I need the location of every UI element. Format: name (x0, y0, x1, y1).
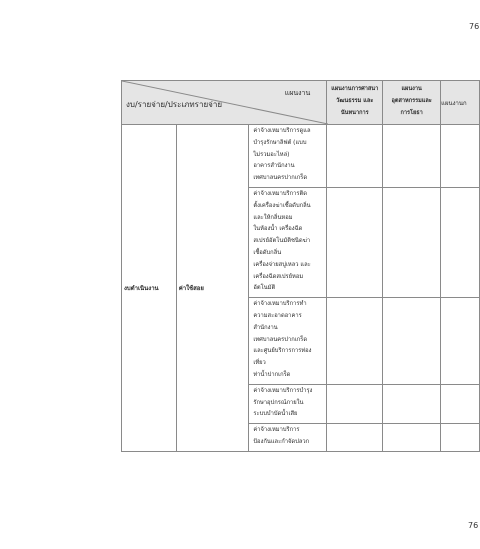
header-line: อุตสาหกรรมและ (391, 98, 432, 104)
amount-cell (441, 384, 480, 423)
item-line: บำรุงรักษาลิฟต์ (แบบ (253, 139, 307, 146)
item-line: เที่ยว (253, 360, 266, 367)
header-line: วัฒนธรรม และ (336, 98, 374, 104)
item-line: เทศบาลนครปากเกร็ด (253, 175, 308, 182)
amount-cell (383, 125, 441, 188)
budget-category-cell: งบดำเนินงาน (122, 125, 177, 452)
item-line: ป้องกันและกำจัดปลวก (253, 438, 310, 445)
header-row (122, 81, 480, 125)
budget-type-header-label: งบ/รายจ่าย/ประเภทรายจ่าย (126, 100, 223, 109)
amount-cell (383, 424, 441, 452)
amount-cell (441, 298, 480, 385)
item-line: เทศบาลนครปากเกร็ด (253, 336, 308, 343)
amount-cell (327, 125, 383, 188)
header-line: แผนงานการศาสนา (331, 86, 379, 92)
header-line: แผนงาน (401, 86, 422, 92)
amount-cell (441, 125, 480, 188)
budget-table (121, 80, 480, 452)
amount-cell (327, 384, 383, 423)
column-header-industry-works (383, 81, 441, 125)
item-line: ในห้องน้ำ เครื่องฉีด (253, 226, 303, 233)
item-line: ไม่รวมอะไหล่) (253, 151, 290, 158)
amount-cell (441, 424, 480, 452)
plan-header-label: แผนงาน (284, 89, 311, 97)
diagonal-header-cell (122, 81, 327, 125)
expense-type-cell: ค่าใช้สอย (176, 125, 249, 452)
expense-item-cell (249, 298, 327, 385)
item-line: อัตโนมัติ (253, 285, 276, 292)
expense-item-cell (249, 424, 327, 452)
page-number-bottom: 76 (468, 521, 479, 530)
item-line: ค่าจ้างเหมาบริการดูแล (253, 128, 311, 134)
item-line: ค่าจ้างเหมาบริการ (253, 427, 300, 434)
item-line: ท่าน้ำปากเกร็ด (253, 371, 291, 378)
expense-item-cell (249, 384, 327, 423)
header-line: นันทนาการ (340, 110, 369, 116)
item-line: ค่าจ้างเหมาบริการบำรุง (253, 387, 313, 394)
amount-cell (383, 298, 441, 385)
expense-item-cell (249, 187, 327, 297)
item-line: เชื้อดับกลิ่น (253, 249, 282, 256)
item-line: ค่าจ้างเหมาบริการติด (253, 190, 308, 197)
amount-cell (327, 424, 383, 452)
amount-cell (383, 384, 441, 423)
item-line: เครื่องจ่ายสบู่เหลว และ (253, 261, 311, 268)
item-line: เครื่องฉีดสเปรย์หอม (253, 273, 304, 280)
amount-cell (441, 187, 480, 297)
item-line: ตั้งเครื่องฆ่าเชื้อดับกลิ่น (253, 202, 311, 209)
item-line: ระบบบำบัดน้ำเสีย (253, 411, 298, 418)
item-line: ความสะอาดอาคาร (253, 312, 302, 319)
item-line: และให้กลิ่นหอม (253, 214, 293, 221)
expense-item-cell (249, 125, 327, 188)
column-header-truncated: แผนงานก (441, 81, 480, 125)
page-number-top: 76 (469, 22, 480, 31)
item-line: ค่าจ้างเหมาบริการทำ (253, 301, 307, 308)
header-line: การโยธา (400, 110, 423, 116)
amount-cell (327, 298, 383, 385)
item-line: อาคารสำนักงาน (253, 163, 295, 170)
table-row (122, 125, 480, 188)
column-header-religion-culture (327, 81, 383, 125)
item-line: รักษาอุปกรณ์ภายใน (253, 399, 304, 406)
amount-cell (383, 187, 441, 297)
amount-cell (327, 187, 383, 297)
item-line: สำนักงาน (253, 324, 278, 331)
item-line: สเปรย์อัตโนมัติชนิดฆ่า (253, 238, 311, 245)
item-line: และศูนย์บริการการท่อง (253, 348, 312, 355)
